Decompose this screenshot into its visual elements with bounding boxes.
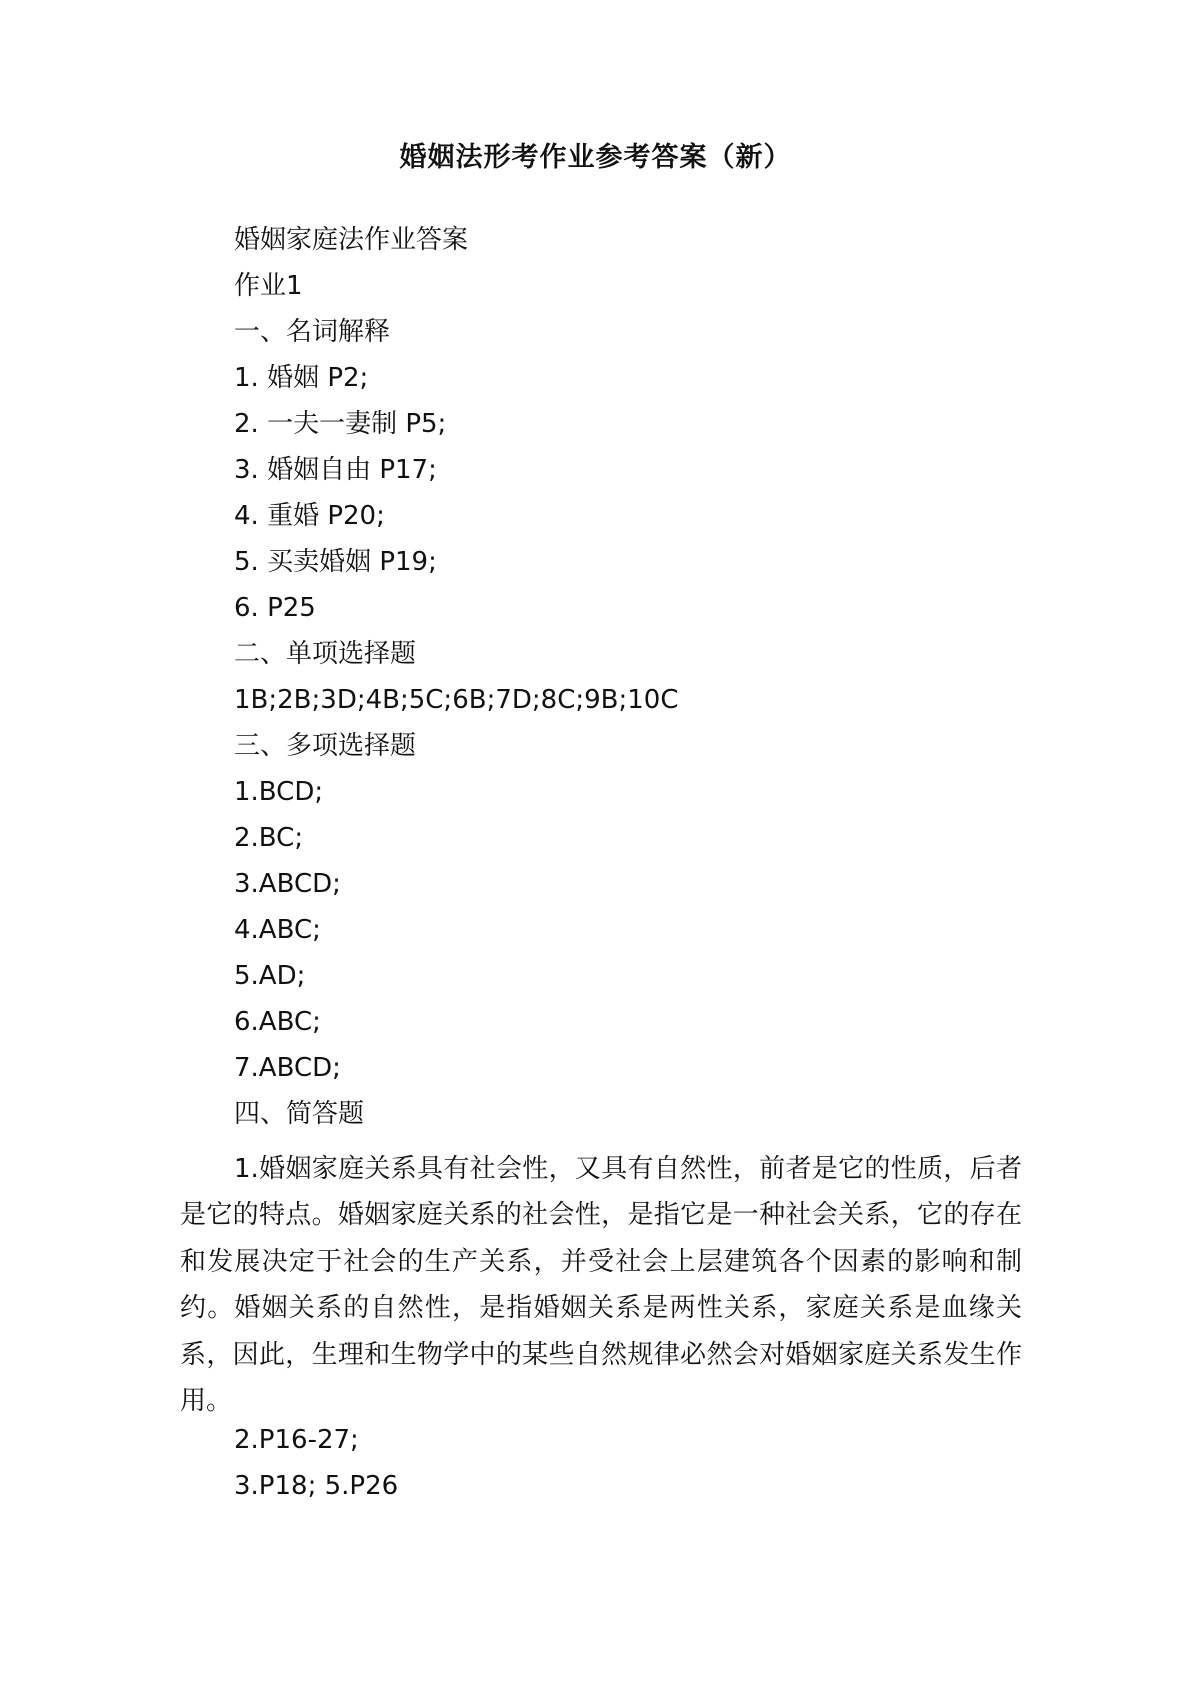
document-title: 婚姻法形考作业参考答案（新）	[399, 142, 792, 173]
short-answer-3-5: 3.P18; 5.P26	[234, 1471, 399, 1501]
multiple-choice-answer-6: 6.ABC;	[234, 1007, 321, 1037]
assignment-heading: 作业1	[234, 271, 303, 301]
multiple-choice-answer-5: 5.AD;	[234, 961, 306, 991]
section-heading-multiple-choice: 三、多项选择题	[234, 731, 417, 761]
term-item-6: 6. P25	[234, 593, 316, 623]
section-heading-answers: 婚姻家庭法作业答案	[234, 225, 469, 255]
multiple-choice-answer-2: 2.BC;	[234, 823, 304, 853]
term-item-2: 2. 一夫一妻制 P5;	[234, 409, 447, 439]
multiple-choice-answer-3: 3.ABCD;	[234, 869, 341, 899]
term-item-3: 3. 婚姻自由 P17;	[234, 455, 437, 485]
multiple-choice-answer-7: 7.ABCD;	[234, 1053, 341, 1083]
single-choice-answers: 1B;2B;3D;4B;5C;6B;7D;8C;9B;10C	[234, 685, 679, 715]
section-heading-single-choice: 二、单项选择题	[234, 639, 417, 669]
multiple-choice-answer-1: 1.BCD;	[234, 777, 324, 807]
short-answer-paragraph-1: 1.婚姻家庭关系具有社会性，又具有自然性，前者是它的性质，后者是它的特点。婚姻家庭关系的社会性，是指它是一种社会关系，它的存在和发展决定于社会的生产关系，并受社会上层建筑各个因素的影响和制约。婚姻关系的自然性，是指婚姻关系是两性关系，家庭关系是血缘关系，因此，生理和生物学中的某些自然规律必然会对婚姻家庭关系发生作用。	[180, 1154, 1022, 1417]
section-heading-terms: 一、名词解释	[234, 317, 391, 347]
term-item-4: 4. 重婚 P20;	[234, 501, 385, 531]
multiple-choice-answer-4: 4.ABC;	[234, 915, 321, 945]
section-heading-short-answer: 四、简答题	[234, 1099, 365, 1129]
term-item-5: 5. 买卖婚姻 P19;	[234, 547, 437, 577]
term-item-1: 1. 婚姻 P2;	[234, 363, 369, 393]
short-answer-2: 2.P16-27;	[234, 1425, 359, 1455]
